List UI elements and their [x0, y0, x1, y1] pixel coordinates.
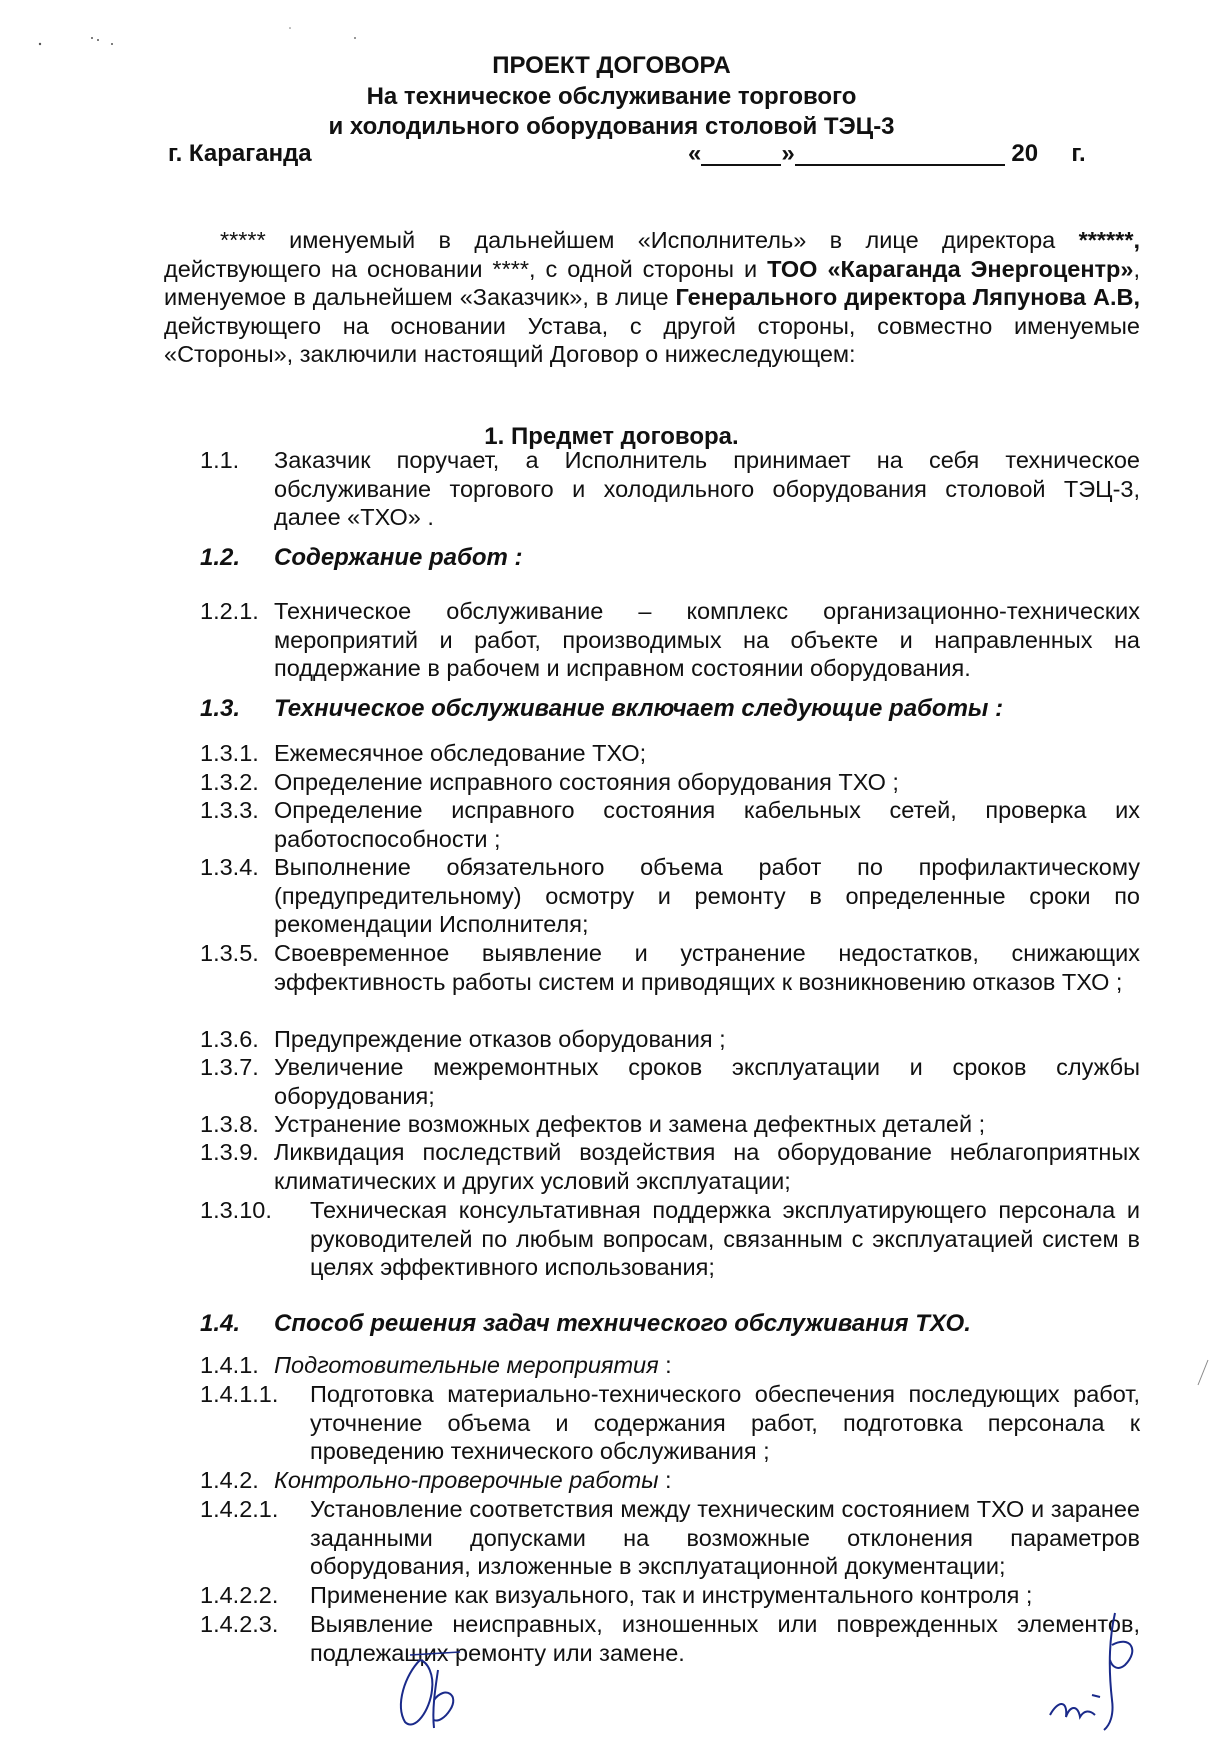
clause-text: Предупреждение отказов оборудования ; [274, 1026, 726, 1052]
clause-number: 1.4. [200, 1310, 241, 1337]
clause-text: Техническое обслуживание – комплекс организационно-технических мероприятий и работ, производимых на объекте и направленных на поддержание в рабочем и исправном состоянии оборудования. [274, 598, 1140, 681]
clause-number: 1.3.1. [200, 740, 259, 766]
date-close-quote: » [781, 140, 795, 167]
clause-number: 1.4.1. [200, 1352, 259, 1378]
clause-text: Выполнение обязательного объема работ по профилактическому (предупредительному) осмотру и ремонту в определенные сроки по рекомендации Исполнителя; [274, 854, 1140, 937]
clause-number: 1.3.4. [200, 854, 259, 880]
clause-text: Выявление неисправных, изношенных или поврежденных элементов, подлежащих ремонту или замене. [310, 1611, 1140, 1666]
clause-text [274, 1351, 1140, 1380]
clause-heading: Способ решения задач технического обслуживания ТХО. [274, 1310, 971, 1337]
date-day-blank [701, 140, 781, 166]
city: г. Караганда [168, 140, 312, 167]
clause-text: Ежемесячное обследование ТХО; [274, 740, 647, 766]
clause-number: 1.4.2.3. [200, 1611, 279, 1637]
clause-heading: Содержание работ : [274, 544, 523, 571]
preamble [164, 226, 1140, 369]
clause-text: Своевременное выявление и устранение недостатков, снижающих эффективность работы систем и приводящих к возникновению отказов ТХО ; [274, 940, 1140, 995]
preamble-text: действующего на основании ****, с одной стороны и [164, 255, 768, 282]
clause-number: 1.4.2.2. [200, 1582, 279, 1608]
clause-text: Определение исправного состояния кабельных сетей, проверка их работоспособности ; [274, 797, 1140, 852]
date-month-blank [795, 140, 1005, 166]
clause-text: Увеличение межремонтных сроков эксплуатации и сроков службы оборудования; [274, 1054, 1140, 1109]
clause-number: 1.3.5. [200, 940, 259, 966]
clause-number: 1.3.6. [200, 1026, 259, 1052]
clause-text: Установление соответствия между техническим состоянием ТХО и заранее заданными допусками на возможные отклонения параметров оборудования, изложенные в эксплуатационной документации; [310, 1496, 1140, 1579]
clause-text: Применение как визуального, так и инструментального контроля ; [310, 1582, 1033, 1608]
preamble-text: ***** именуемый в дальнейшем «Исполнитель» в лице директора [220, 227, 1079, 253]
date-open-quote: « [688, 140, 702, 167]
section-1-title: 1. Предмет договора. [484, 423, 739, 450]
preamble-text: действующего на основании Устава, с другой стороны, совместно именуемые «Стороны», заключили настоящий Договор о нижеследующем: [164, 312, 1140, 367]
clause-number: 1.3.3. [200, 797, 259, 823]
clause-number: 1.4.1.1. [200, 1381, 279, 1407]
document-subtitle-line2: и холодильного оборудования столовой ТЭЦ-3 [328, 113, 895, 140]
contract-date [688, 140, 1086, 168]
clause-text: Устранение возможных дефектов и замена дефектных деталей ; [274, 1111, 986, 1137]
clause-number: 1.4.2.1. [200, 1496, 279, 1522]
preamble-director: ******, [1078, 227, 1140, 253]
clause-number: 1.3. [200, 695, 241, 722]
document-title: ПРОЕКТ ДОГОВОРА [492, 52, 731, 79]
date-year: 20 г. [1004, 140, 1086, 167]
clause-subheading: Контрольно-проверочные работы [274, 1467, 659, 1493]
clause-text [274, 1466, 1140, 1495]
clause-number: 1.2. [200, 544, 241, 571]
preamble-general-director: Генерального директора Ляпунова А.В, [675, 284, 1140, 310]
clause-text: Ликвидация последствий воздействия на оборудование неблагоприятных климатических и других условий эксплуатации; [274, 1139, 1140, 1194]
clause-text: Подготовка материально-технического обеспечения последующих работ, уточнение объема и содержания работ, подготовка персонала к проведению технического обслуживания ; [310, 1381, 1140, 1464]
clause-number: 1.3.8. [200, 1111, 259, 1137]
preamble-paragraph [164, 226, 1140, 369]
preamble-text: , именуемое в дальнейшем «Заказчик», в лице [164, 255, 1141, 310]
clause-heading: Техническое обслуживание включает следующие работы : [274, 695, 1004, 722]
clause-number: 1.2.1. [200, 598, 259, 624]
clause-text: Определение исправного состояния оборудования ТХО ; [274, 769, 899, 795]
document-subtitle-line1: На техническое обслуживание торгового [366, 83, 857, 110]
clause-number: 1.3.9. [200, 1139, 259, 1165]
clause-subheading: Подготовительные мероприятия [274, 1352, 659, 1378]
preamble-customer-name: ТОО «Караганда Энергоцентр» [767, 255, 1134, 282]
clause-number: 1.3.7. [200, 1054, 259, 1080]
clause-text: Заказчик поручает, а Исполнитель принимает на себя техническое обслуживание торгового и холодильного оборудования столовой ТЭЦ-3, далее «ТХО» . [274, 447, 1140, 530]
clause-number: 1.3.10. [200, 1197, 272, 1223]
clause-colon: : [658, 1352, 672, 1378]
clause-colon: : [658, 1467, 672, 1493]
place-date-row [168, 140, 1108, 170]
clause-number: 1.4.2. [200, 1467, 259, 1493]
clause-number: 1.1. [200, 447, 240, 473]
clause-number: 1.3.2. [200, 769, 259, 795]
clause-text: Техническая консультативная поддержка эксплуатирующего персонала и руководителей по любым вопросам, связанным с эксплуатацией систем в целях эффективного использования; [310, 1197, 1140, 1280]
